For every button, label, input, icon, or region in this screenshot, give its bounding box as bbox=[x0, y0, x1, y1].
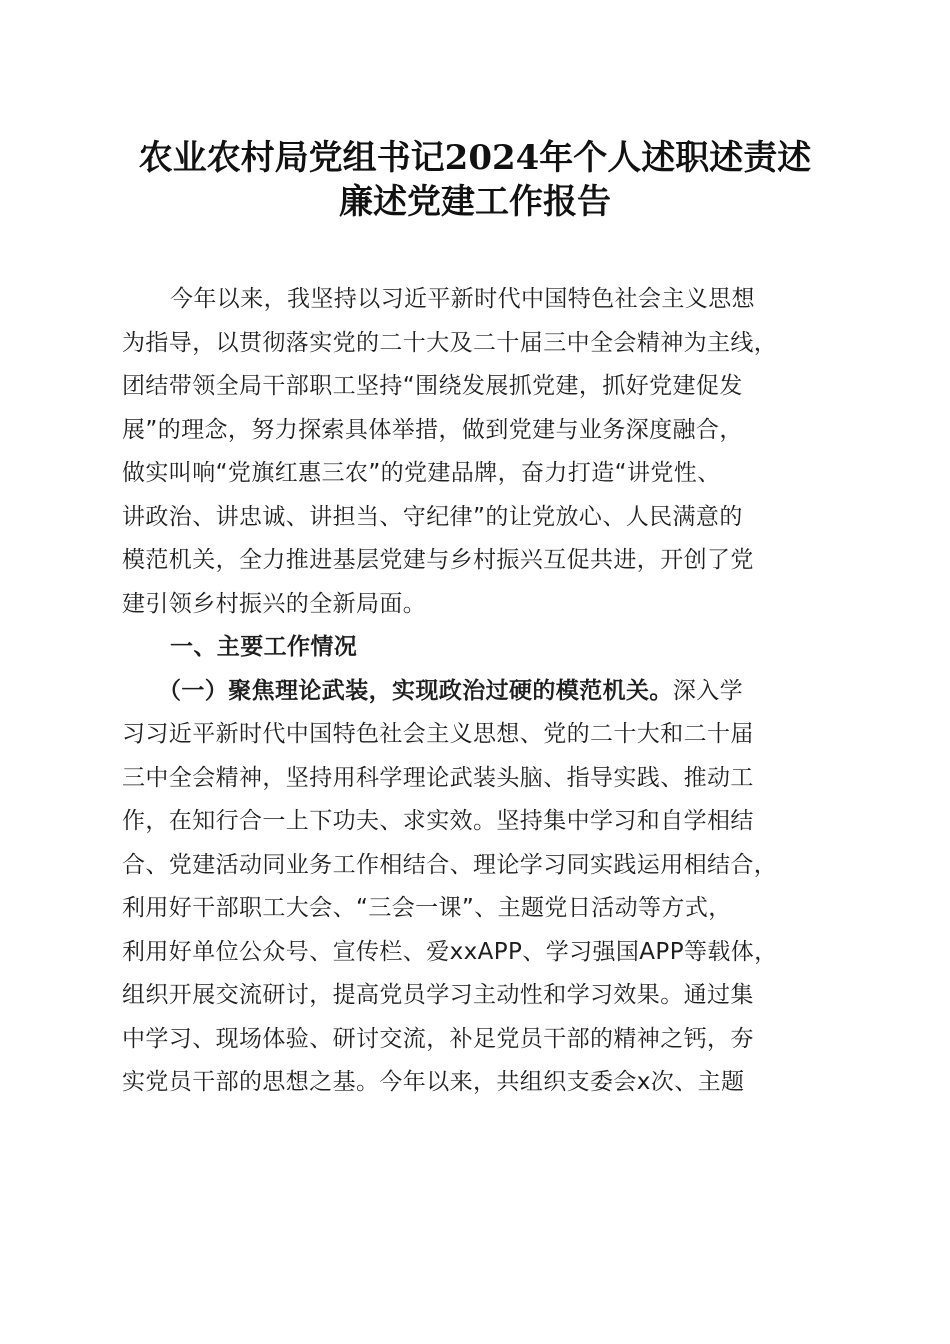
document-title bbox=[100, 136, 850, 224]
subsection-lead: （一）聚焦理论武装，实现政治过硬的模范机关。 bbox=[158, 677, 673, 704]
subsection-line-5: 合、党建活动同业务工作相结合、理论学习同实践运用相结合， bbox=[122, 851, 778, 878]
intro-line-1: 今年以来，我坚持以习近平新时代中国特色社会主义思想 bbox=[170, 286, 755, 312]
subsection-line-6: 利用好干部职工大会、“三会一课”、主题党日活动等方式， bbox=[122, 895, 732, 921]
document-body bbox=[122, 278, 832, 1105]
subsection-line-3: 三中全会精神，坚持用科学理论武装头脑、指导实践、推动工 bbox=[122, 764, 754, 791]
subsection-line-9: 中学习、现场体验、研讨交流，补足党员干部的精神之钙，夯 bbox=[122, 1025, 754, 1052]
section-heading: 一、主要工作情况 bbox=[170, 634, 358, 660]
intro-line-3: 团结带领全局干部职工坚持“围绕发展抓党建，抓好党建促发 bbox=[122, 373, 743, 399]
intro-line-6: 讲政治、讲忠诚、讲担当、守纪律”的让党放心、人民满意的 bbox=[122, 503, 743, 530]
subsection-line-10: 实党员干部的思想之基。今年以来，共组织支委会x次、主题 bbox=[122, 1069, 745, 1095]
subsection-line-1-tail: 深入学 bbox=[672, 677, 744, 704]
intro-line-7: 模范机关，全力推进基层党建与乡村振兴互促共进，开创了党 bbox=[122, 547, 754, 573]
intro-line-8: 建引领乡村振兴的全新局面。 bbox=[122, 590, 427, 617]
title-line-1: 农业农村局党组书记2024年个人述职述责述 bbox=[138, 138, 812, 178]
subsection-line-2: 习习近平新时代中国特色社会主义思想、党的二十大和二十届 bbox=[122, 721, 754, 747]
subsection-line-1 bbox=[122, 670, 832, 714]
title-line-2: 廉述党建工作报告 bbox=[339, 182, 611, 222]
subsection-line-8: 组织开展交流研讨，提高党员学习主动性和学习效果。通过集 bbox=[122, 982, 754, 1008]
intro-line-4: 展”的理念，努力探索具体举措，做到党建与业务深度融合， bbox=[122, 416, 743, 443]
subsection-line-4: 作，在知行合一上下功夫、求实效。坚持集中学习和自学相结 bbox=[122, 808, 754, 834]
intro-line-2: 为指导，以贯彻落实党的二十大及二十届三中全会精神为主线， bbox=[122, 329, 778, 356]
intro-line-5: 做实叫响“党旗红惠三农”的党建品牌，奋力打造“讲党性、 bbox=[122, 460, 721, 486]
subsection-line-7: 利用好单位公众号、宣传栏、爱xxAPP、学习强国APP等载体， bbox=[122, 938, 778, 965]
